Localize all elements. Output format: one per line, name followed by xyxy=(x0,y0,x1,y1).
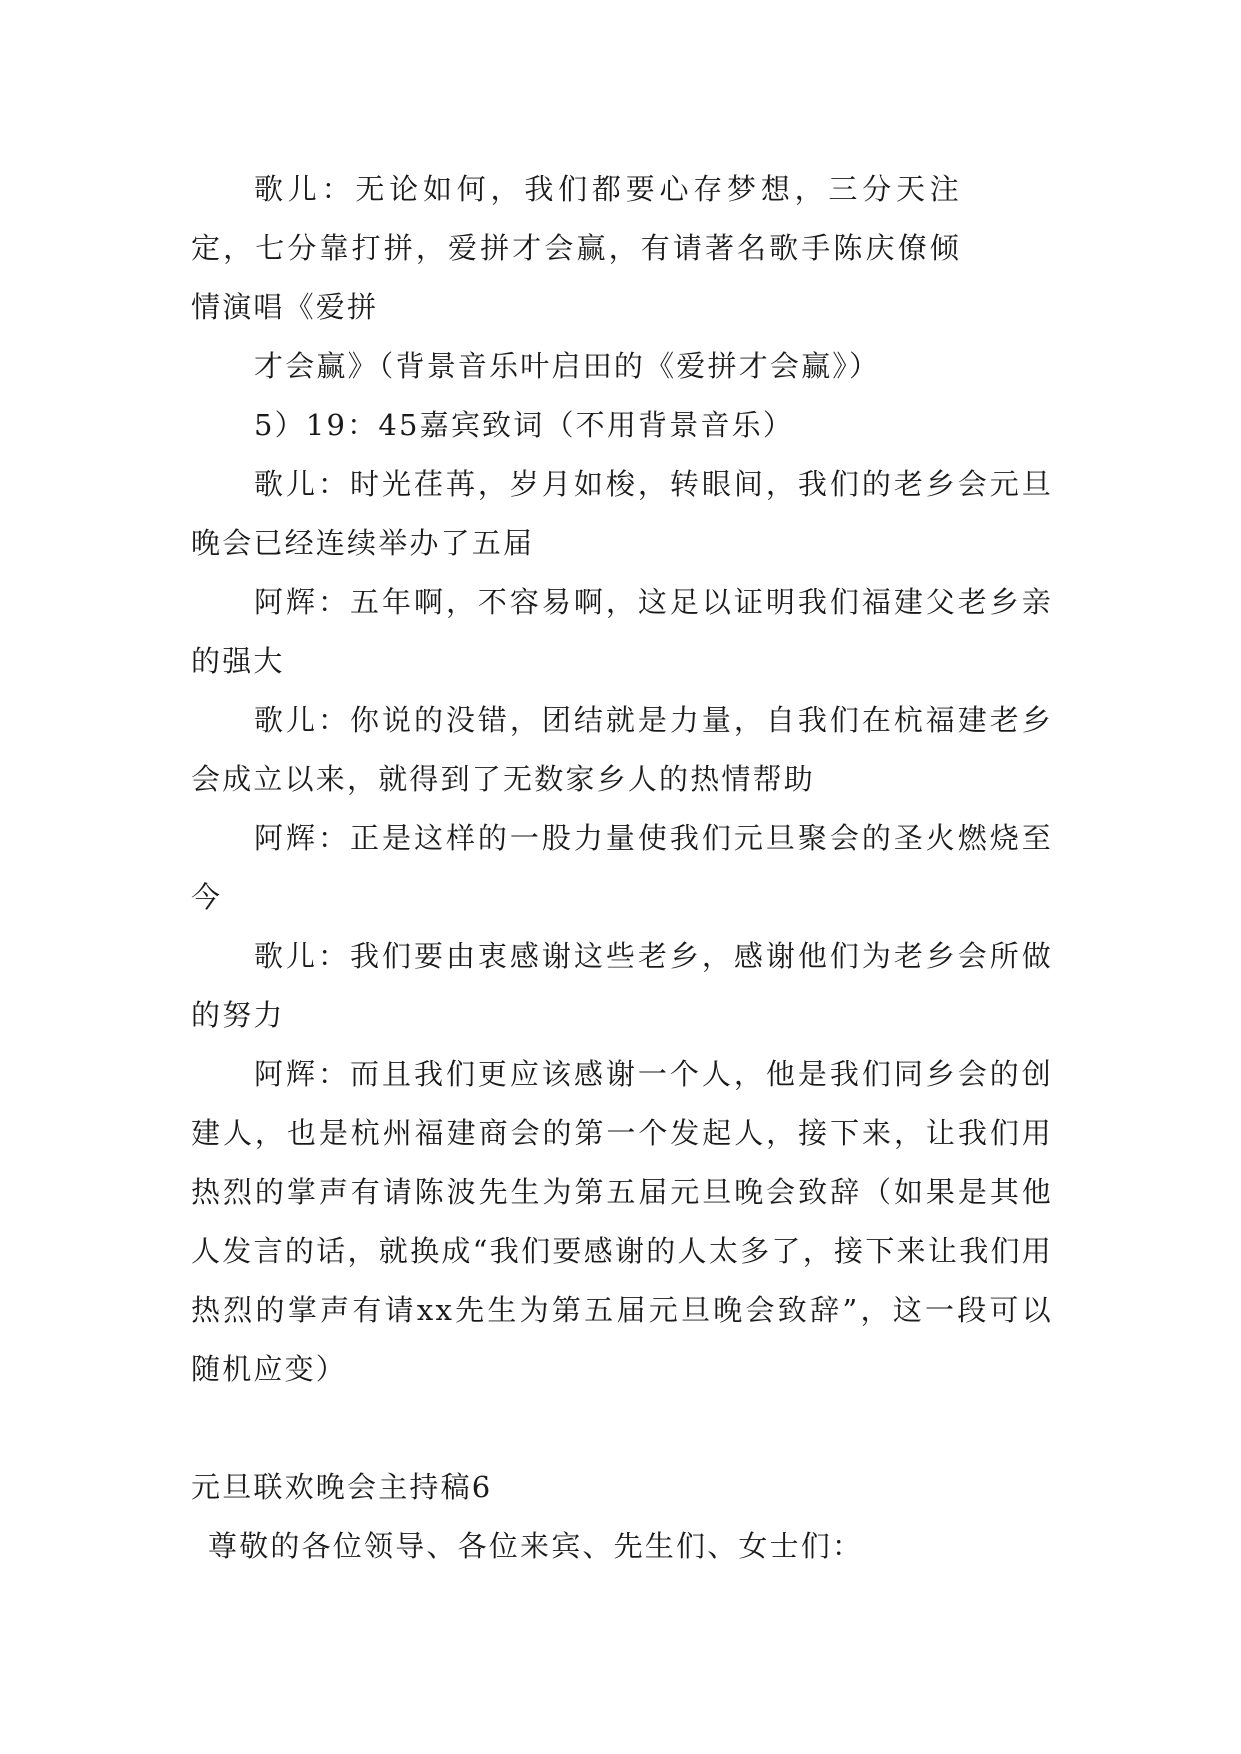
section-title: 元旦联欢晚会主持稿6 xyxy=(191,1470,493,1504)
paragraph-five-years: 阿辉：五年啊，不容易啊，这足以证明我们福建父老乡亲的强大 xyxy=(191,585,1053,678)
paragraph-background-music: 才会赢》（背景音乐叶启田的《爱拼才会赢》） xyxy=(254,349,881,383)
document-body xyxy=(191,160,1053,1576)
paragraph-founder-speech: 阿辉：而且我们更应该感谢一个人，他是我们同乡会的创建人，也是杭州福建商会的第一个发起人，接下来，让我们用热烈的掌声有请陈波先生为第五届元旦晚会致辞（如果是其他人发言的话，就换成“我们要感谢的人太多了，接下来让我们用热烈的掌声有请xx先生为第五届元旦晚会致辞”，这一段可以随机应变） xyxy=(191,1057,1053,1386)
paragraph-thanks: 歌儿：我们要由衷感谢这些老乡，感谢他们为老乡会所做的努力 xyxy=(191,939,1053,1032)
paragraph-singing-intro: 歌儿：无论如何，我们都要心存梦想，三分天注定，七分靠打拼，爱拼才会赢，有请著名歌手陈庆僚倾情演唱《爱拼 xyxy=(191,172,961,324)
paragraph-time-flies: 歌儿：时光荏苒，岁月如梭，转眼间，我们的老乡会元旦晚会已经连续举办了五届 xyxy=(191,467,1053,560)
paragraph-sacred-fire: 阿辉：正是这样的一股力量使我们元旦聚会的圣火燃烧至今 xyxy=(191,821,1053,914)
paragraph-guest-speech-item: 5）19：45嘉宾致词（不用背景音乐） xyxy=(254,408,795,442)
paragraph-unity: 歌儿：你说的没错，团结就是力量，自我们在杭福建老乡会成立以来，就得到了无数家乡人的热情帮助 xyxy=(191,703,1053,796)
salutation: 尊敬的各位领导、各位来宾、先生们、女士们： xyxy=(208,1529,864,1563)
